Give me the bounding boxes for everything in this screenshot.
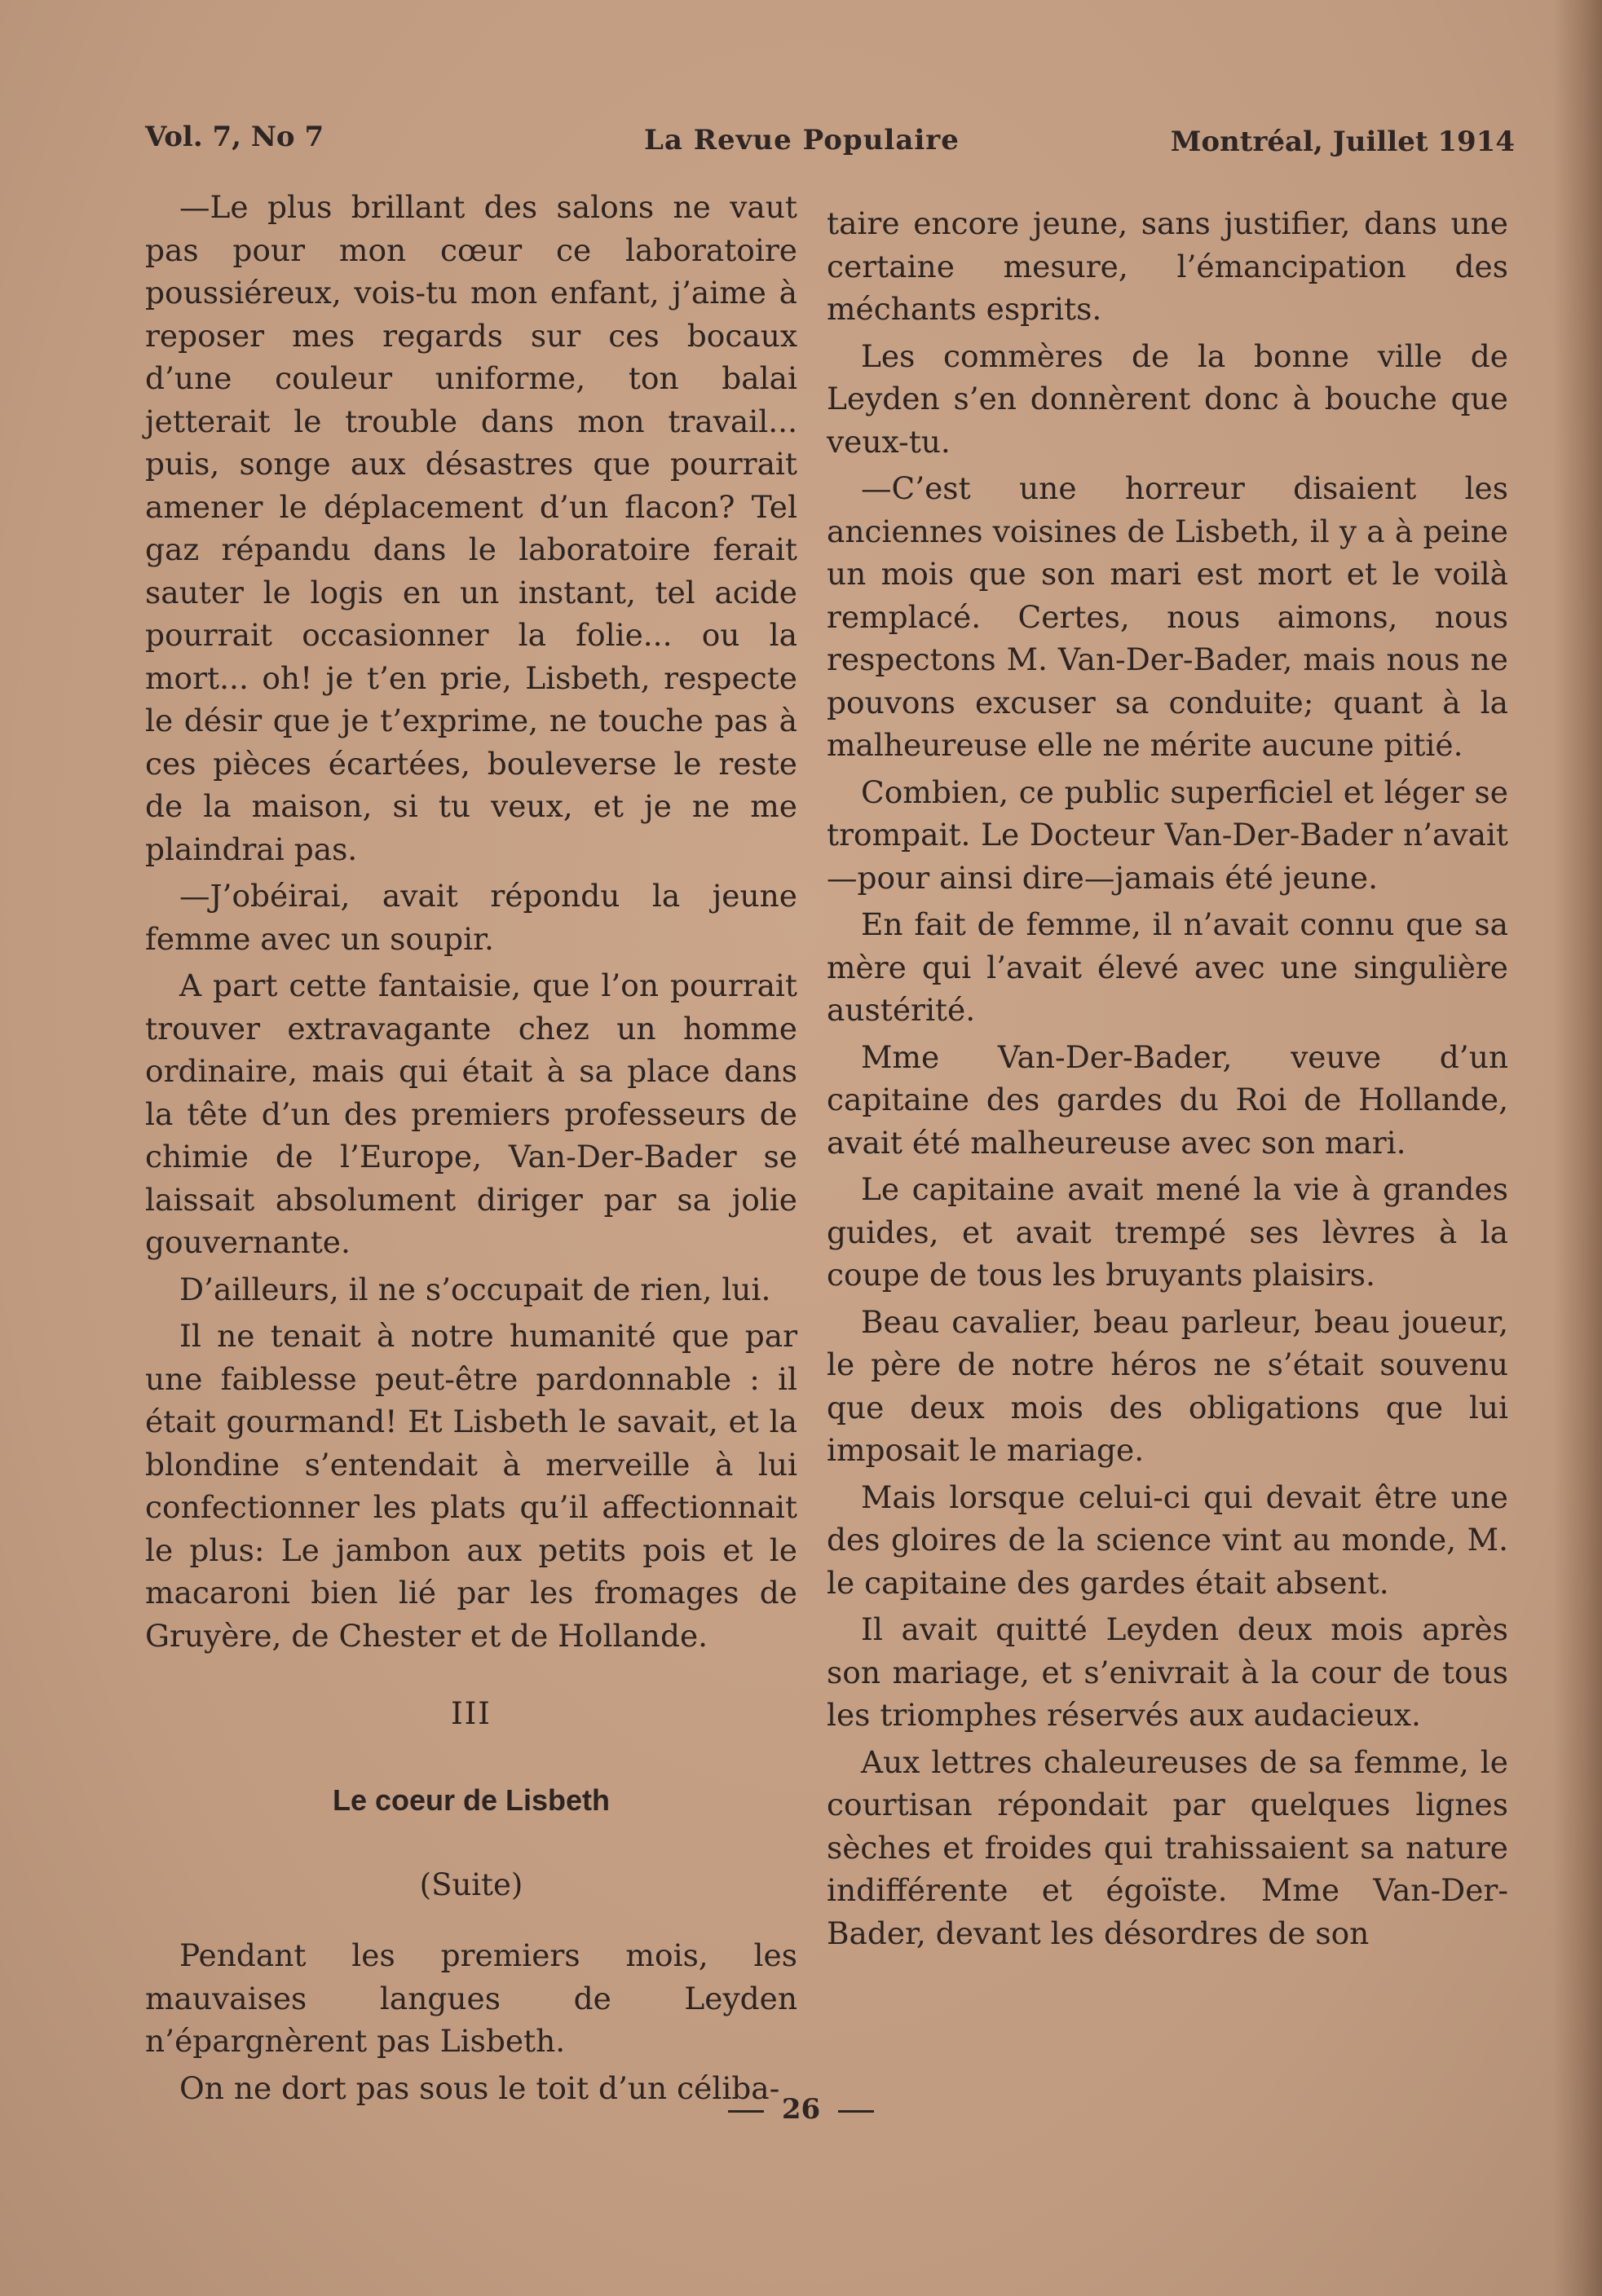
paragraph: Pendant les premiers mois, les mauvaises langues de Leyden n’épargnèrent pas Lisbeth. xyxy=(145,1937,797,2059)
paragraph: On ne dort pas sous le toit d’un céliba- xyxy=(179,2069,780,2106)
section-title: Le coeur de Lisbeth xyxy=(332,1783,611,1817)
paragraph: Mais lorsque celui-ci qui devait être une des gloires de la science vint au monde, M. le capitaine des gardes était absent. xyxy=(827,1479,1508,1601)
page-header xyxy=(145,121,1515,161)
right-column xyxy=(827,202,1508,1959)
paragraph: —Le plus brillant des salons ne vaut pas pour mon cœur ce laboratoire poussiéreux, vois-tu mon enfant, j’aime à reposer mes regards sur ces bocaux d’une couleur uniforme, ton balai jetterait le trouble dans mon travail... puis, songe aux désastres que pourrait amener le déplacement d’un flacon? Tel gaz répandu dans le laboratoire ferait sauter le logis en un instant, tel acide pourrait occasionner la folie... ou la mort... oh! je t’en prie, Lisbeth, respecte le désir que je t’exprime, ne touche pas à ces pièces écartées, bouleverse le reste de la maison, si tu veux, et je ne me plaindrai pas. xyxy=(145,189,797,867)
paragraph: D’ailleurs, il ne s’occupait de rien, lui. xyxy=(179,1271,771,1307)
paragraph: Le capitaine avait mené la vie à grandes guides, et avait trempé ses lèvres à la coupe de tous les bruyants plaisirs. xyxy=(827,1171,1508,1293)
left-column xyxy=(145,186,797,2113)
paragraph: En fait de femme, il n’avait connu que sa mère qui l’avait élevé avec une singulière austérité. xyxy=(827,906,1508,1028)
dash-left xyxy=(728,2110,764,2113)
paragraph-continuation: taire encore jeune, sans justifier, dans une certaine mesure, l’émancipation des méchants esprits. xyxy=(827,205,1508,327)
paragraph: A part cette fantaisie, que l’on pourrait trouver extravagante chez un homme ordinaire, mais qui était à sa place dans la tête d’un des premiers professeurs de chimie de l’Europe, Van-Der-Bader se laissait absolument diriger par sa jolie gouvernante. xyxy=(145,967,797,1260)
section-number: III xyxy=(451,1696,492,1731)
paragraph: Aux lettres chaleureuses de sa femme, le courtisan répondait par quelques lignes sèches et froides qui trahissaient sa nature indifférente et égoïste. Mme Van-Der-Bader, devant les désordres de son xyxy=(827,1743,1508,1951)
page-edge-shadow xyxy=(1553,0,1602,2296)
magazine-title: La Revue Populaire xyxy=(644,124,960,156)
dash-right xyxy=(838,2110,874,2113)
volume-number: Vol. 7, No 7 xyxy=(145,121,324,153)
paragraph: Beau cavalier, beau parleur, beau joueur, le père de notre héros ne s’était souvenu que deux mois des obligations que lui imposait le mariage. xyxy=(827,1303,1508,1468)
paragraph: Mme Van-Der-Bader, veuve d’un capitaine des gardes du Roi de Hollande, avait été malheureuse avec son mari. xyxy=(827,1038,1508,1161)
paragraph: Il avait quitté Leyden deux mois après son mariage, et s’enivrait à la cour de tous les triomphes réservés aux audacieux. xyxy=(827,1611,1508,1733)
paragraph: Les commères de la bonne ville de Leyden s’en donnèrent donc à bouche que veux-tu. xyxy=(827,337,1508,460)
paragraph: Combien, ce public superficiel et léger se trompait. Le Docteur Van-Der-Bader n’avait—pour ainsi dire—jamais été jeune. xyxy=(827,773,1508,896)
page-footer xyxy=(0,2093,1602,2126)
paragraph: Il ne tenait à notre humanité que par une faiblesse peut-être pardonnable : il était gourmand! Et Lisbeth le savait, et la blondine s’entendait à merveille à lui confectionner les plats qu’il affectionnait le plus: Le jambon aux petits pois et le macaroni bien lié par les fromages de Gruyère, de Chester et de Hollande. xyxy=(145,1318,797,1654)
issue-date: Montréal, Juillet 1914 xyxy=(1170,126,1515,158)
section-subtitle: (Suite) xyxy=(419,1867,523,1902)
page-number: 26 xyxy=(781,2093,821,2126)
paragraph: —J’obéirai, avait répondu la jeune femme avec un soupir. xyxy=(145,878,797,957)
paragraph: —C’est une horreur disaient les anciennes voisines de Lisbeth, il y a à peine un mois que son mari est mort et le voilà remplacé. Certes, nous aimons, nous respectons M. Van-Der-Bader, mais nous ne pouvons excuser sa conduite; quant à la malheureuse elle ne mérite aucune pitié. xyxy=(827,470,1508,763)
